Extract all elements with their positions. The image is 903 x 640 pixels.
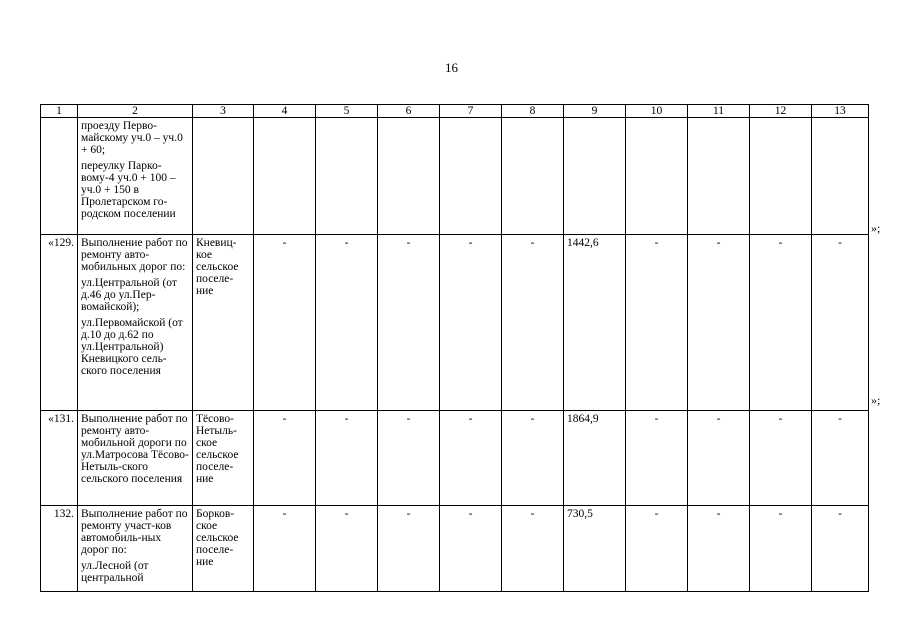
settlement: Кневиц-кое сельское поселе-ние: [193, 235, 254, 411]
row-number: [41, 118, 78, 235]
description-line: Выполнение работ по ремонту авто-мобильных дорог по:: [81, 237, 188, 273]
value-cell: -: [750, 506, 812, 592]
value-cell: -: [316, 506, 378, 592]
work-description: [78, 235, 193, 411]
value-cell: [626, 118, 688, 235]
header-row: [41, 105, 869, 118]
value-cell: -: [316, 235, 378, 411]
value-cell: -: [502, 506, 564, 592]
row-closing-quote: »;: [871, 221, 881, 235]
data-table: [40, 104, 869, 592]
value-cell: [254, 118, 316, 235]
settlement: [193, 118, 254, 235]
value-cell: [440, 118, 502, 235]
value-cell: [688, 118, 750, 235]
header-cell: 3: [193, 105, 254, 118]
value-cell: -: [316, 411, 378, 506]
work-description: [78, 506, 193, 592]
value-cell: [812, 118, 869, 235]
value-cell: -: [440, 235, 502, 411]
value-cell: -: [254, 506, 316, 592]
value-cell: -: [688, 506, 750, 592]
description-line: ул.Центральной (от д.46 до ул.Пер-вомайской);: [81, 277, 177, 313]
value-cell: -: [440, 411, 502, 506]
table-row: [41, 118, 869, 235]
amount-cell: 1864,9: [564, 411, 626, 506]
description-line: ул.Первомайской (от д.10 до д.62 по ул.Центральной) Кневицкого сель-ского поселения: [81, 317, 183, 377]
value-cell: -: [378, 506, 440, 592]
value-cell: -: [502, 235, 564, 411]
header-cell: 12: [750, 105, 812, 118]
value-cell: -: [378, 235, 440, 411]
value-cell: -: [254, 235, 316, 411]
description-line: Выполнение работ по ремонту авто-мобильной дороги по ул.Матросова Тёсово-Нетыль-ского сельского поселения: [81, 413, 189, 485]
header-cell: 4: [254, 105, 316, 118]
value-cell: -: [626, 235, 688, 411]
value-cell: -: [750, 411, 812, 506]
value-cell: [502, 118, 564, 235]
value-cell: -: [750, 235, 812, 411]
header-cell: 10: [626, 105, 688, 118]
value-cell: -: [440, 506, 502, 592]
description-line: Выполнение работ по ремонту участ-ков автомобиль-ных дорог по:: [81, 508, 188, 556]
work-description: [78, 411, 193, 506]
header-cell: 6: [378, 105, 440, 118]
header-cell: 7: [440, 105, 502, 118]
header-cell: 13: [812, 105, 869, 118]
value-cell: -: [688, 411, 750, 506]
value-cell: [316, 118, 378, 235]
work-description: [78, 118, 193, 235]
value-cell: -: [502, 411, 564, 506]
value-cell: -: [812, 411, 869, 506]
header-cell: 1: [41, 105, 78, 118]
row-number: «129.: [41, 235, 78, 411]
header-cell: 9: [564, 105, 626, 118]
value-cell: -: [812, 506, 869, 592]
description-line: ул.Лесной (от центральной: [81, 560, 149, 584]
value-cell: -: [626, 411, 688, 506]
header-cell: 2: [78, 105, 193, 118]
value-cell: [564, 118, 626, 235]
value-cell: -: [688, 235, 750, 411]
description-line: проезду Перво-майскому уч.0 – уч.0 + 60;: [81, 120, 183, 156]
row-closing-quote: »;: [871, 393, 881, 407]
value-cell: [378, 118, 440, 235]
value-cell: [750, 118, 812, 235]
value-cell: -: [626, 506, 688, 592]
page-number: 16: [445, 60, 458, 75]
table-row: [41, 506, 869, 592]
value-cell: -: [254, 411, 316, 506]
settlement: Тёсово-Нетыль-ское сельское поселе-ние: [193, 411, 254, 506]
amount-cell: 730,5: [564, 506, 626, 592]
row-number: «131.: [41, 411, 78, 506]
table-row: [41, 411, 869, 506]
row-number: 132.: [41, 506, 78, 592]
table-row: [41, 235, 869, 411]
description-line: переулку Парко-вому-4 уч.0 + 100 – уч.0 + 150 в Пролетарском го-родском поселении: [81, 160, 176, 220]
settlement: Борков-ское сельское поселе-ние: [193, 506, 254, 592]
value-cell: -: [378, 411, 440, 506]
header-cell: 8: [502, 105, 564, 118]
value-cell: -: [812, 235, 869, 411]
header-cell: 11: [688, 105, 750, 118]
amount-cell: 1442,6: [564, 235, 626, 411]
header-cell: 5: [316, 105, 378, 118]
